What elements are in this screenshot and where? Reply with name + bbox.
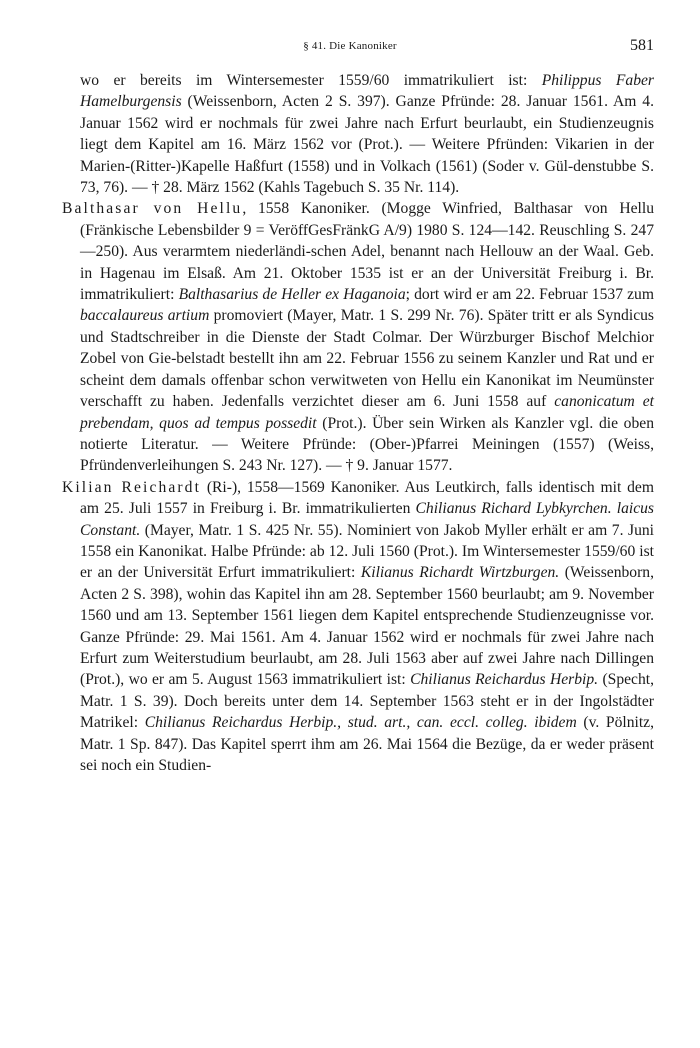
entry-kilian-reichardt (46, 477, 654, 777)
italic-citation: Chilianus Reichardus Herbip., stud. art., can. eccl. colleg. ibidem (144, 714, 577, 732)
page-body (46, 70, 654, 776)
text-run: (Specht, Matr. 1 S. 39). Doch bereits unter dem 14. September 1563 steht er in der Ingolstädter Matrikel: (80, 671, 654, 732)
italic-citation: Chilianus Reichardus Herbip. (410, 671, 599, 689)
italic-citation: canonicatum et prebendam, quos ad tempus possedit (80, 393, 655, 432)
text-run: ; dort wird er am 22. Februar 1537 zum (405, 286, 654, 304)
entry-balthasar-von-hellu (46, 198, 654, 476)
italic-citation: Kilianus Richardt Wirtzburgen. (360, 564, 560, 582)
text-run: (Mayer, Matr. 1 S. 425 Nr. 55). Nominiert von Jakob Myller erhält er am 7. Juni 1558 ein Kanonikat. Halbe Pfründe: ab 12. Juli 1560 (Prot.). Im Wintersemester 1559/60 ist er an der Universität Erfurt immatrikuliert: (80, 521, 654, 582)
entry-name: Balthasar von Hellu (62, 200, 243, 218)
text-run: (Weissenborn, Acten 2 S. 398), wohin das Kapitel ihn am 28. September 1560 beurlaubt; am 9. November 1560 und am 13. September 1561 liegen dem Kapitel entsprechende Studienzeugnisse vor. Ganze Pfründe: 29. Mai 1561. Am 4. Januar 1562 wird er nochmals für zwei Jahre nach Erfurt zum Weiterstudium beurlaubt, am 28. Juli 1563 aber auf zwei Jahre nach Dillingen (Prot.), wo er am 5. August 1563 immatrikuliert ist: (80, 564, 654, 689)
text-run: (Weissenborn, Acten 2 S. 397). Ganze Pfründe: 28. Januar 1561. Am 4. Januar 1562 wird er nochmals für zwei Jahre nach Erfurt beurlaubt, ein Studienzeugnis liegt dem Kapitel am 16. März 1562 vor (Prot.). — Weitere Pfründen: Vikarien in der Marien-(Ritter-)Kapelle Haßfurt (1558) und in Volkach (1561) (Soder v. Gül-denstubbe S. 73, 76). — † 28. März 1562 (Kahls Tagebuch S. 35 Nr. 114). (80, 93, 654, 197)
italic-citation: Chilianus Richard Lybkyrchen. laicus Constant. (80, 500, 654, 539)
text-run: promoviert (Mayer, Matr. 1 S. 299 Nr. 76). Später tritt er als Syndicus und Stadtschreiber in die Dienste der Stadt Colmar. Der Würzburger Bischof Melchior Zobel von Gie-belstadt bestellt ihn am 22. Februar 1556 zu seinem Kanzler und Rat und er scheint dem damals offenbar schon verwitweten von Hellu ein Kanonikat im Neumünster verschafft zu haben. Jedenfalls verzichtet dieser am 6. Juni 1558 auf (80, 307, 654, 411)
page-number: 581 (630, 37, 654, 54)
text-run: (Ri-), 1558—1569 Kanoniker. Aus Leutkirch, falls identisch mit dem am 25. Juli 1557 in Freiburg i. Br. immatrikulierten (80, 478, 654, 518)
text-run: (v. Pölnitz, Matr. 1 Sp. 847). Das Kapitel sperrt ihm am 26. Mai 1564 die Bezüge, da er weder präsent sei noch ein Studien- (80, 714, 654, 774)
text-run: wo er bereits im Wintersemester 1559/60 immatrikuliert ist: (80, 72, 542, 89)
running-header (46, 37, 654, 70)
text-run: (Prot.). Über sein Wirken als Kanzler vgl. die oben notierte Literatur. — Weitere Pfründe: (Ober-)Pfarrei Meiningen (1557) (Weiss, Pfründenverleihungen S. 243 Nr. 127). — † 9. Januar 1577. (80, 414, 654, 475)
italic-citation: Philippus Faber Hamelburgensis (80, 72, 654, 111)
entry-name: Kilian Reichardt (62, 478, 202, 496)
italic-citation: Balthasarius de Heller ex Haganoia (178, 286, 406, 304)
text-run: , 1558 Kanoniker. (Mogge Winfried, Balthasar von Hellu (Fränkische Lebensbilder 9 = VeröffGesFränkG A/9) 1980 S. 124—142. Reuschling S. 247—250). Aus verarmtem niederländi-schen Adel, benannt nach Hellouw an der Waal. Geb. in Hagenau im Elsaß. Am 21. Oktober 1535 ist er an der Universität Freiburg i. Br. immatrikuliert: (80, 200, 654, 304)
section-title: § 41. Die Kanoniker (303, 40, 397, 52)
italic-citation: baccalaureus artium (80, 307, 210, 325)
entry-continuation (46, 70, 654, 198)
